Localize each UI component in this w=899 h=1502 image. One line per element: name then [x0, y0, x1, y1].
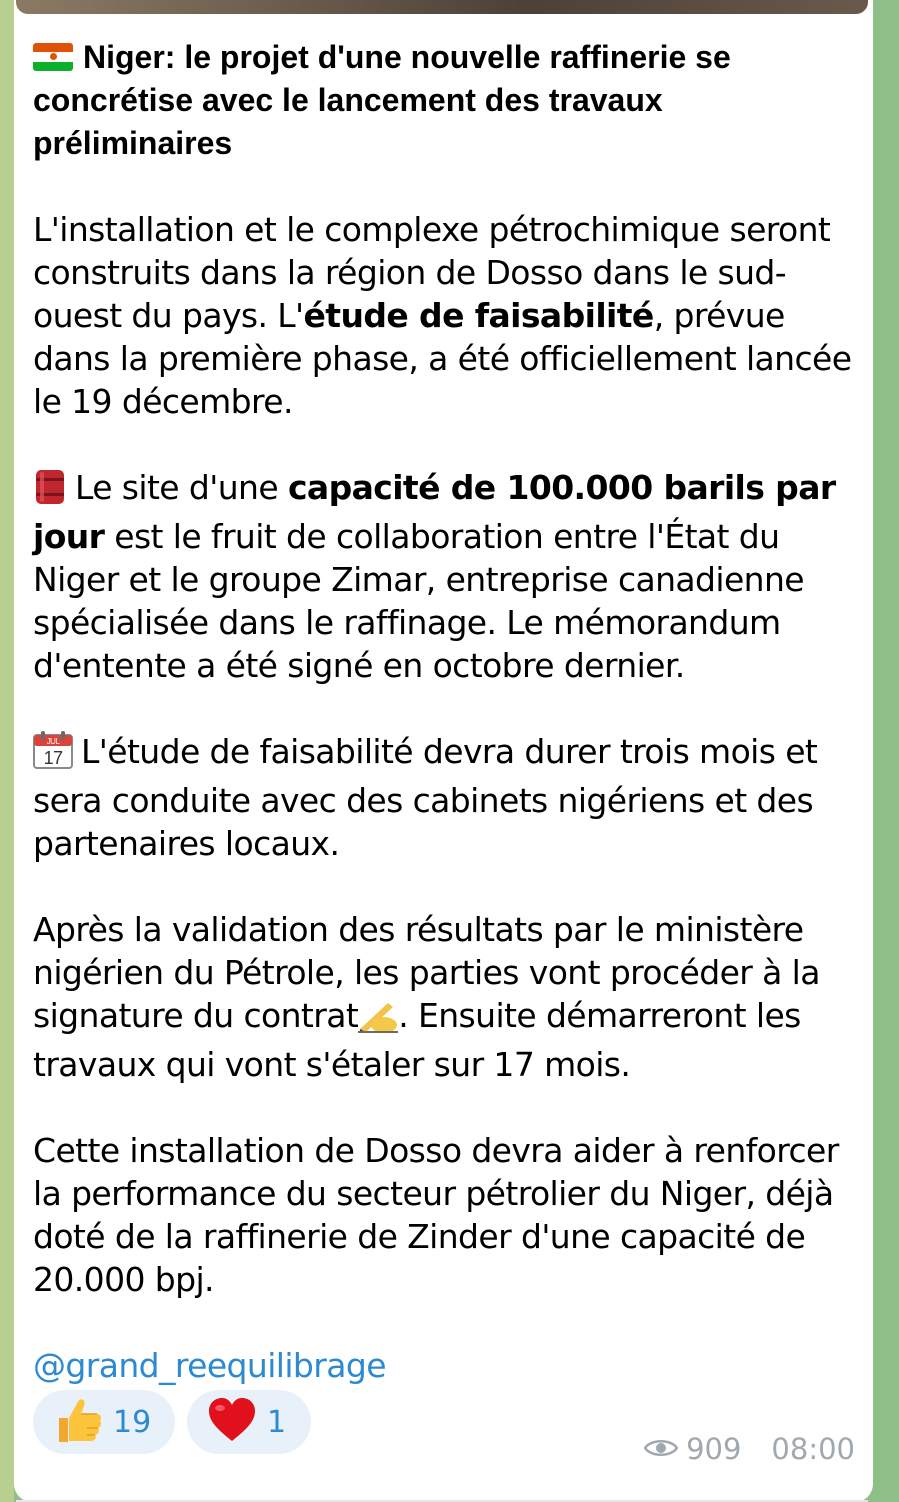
thumbs-up-icon	[53, 1396, 103, 1449]
reaction-count: 19	[113, 1404, 152, 1440]
eye-icon	[644, 1432, 678, 1466]
reaction-thumbs-up[interactable]	[33, 1390, 175, 1454]
message-time: 08:00	[771, 1432, 855, 1466]
oil-barrel-icon	[33, 469, 67, 515]
channel-link-line	[33, 1344, 859, 1387]
paragraph-4: Après la validation des résultats par le ministère nigérien du Pétrole, les parties vont procéder à la signature du contrat . Ensuite démarreront les travaux qui vont s'étaler sur 17 mois.	[33, 910, 820, 1084]
wallpaper-left-edge	[0, 0, 14, 1502]
heart-icon	[207, 1397, 257, 1448]
message-text	[33, 36, 859, 1387]
attached-photo-bottom[interactable]	[16, 0, 868, 14]
wallpaper-right-edge	[871, 0, 899, 1502]
svg-text:17: 17	[43, 748, 63, 768]
reaction-heart[interactable]	[187, 1390, 311, 1454]
calendar-icon	[33, 731, 73, 779]
writing-hand-icon	[358, 999, 398, 1043]
channel-link[interactable]: @grand_reequilibrage	[33, 1346, 386, 1385]
post-title: Niger: le projet d'une nouvelle raffinerie se concrétise avec le lancement des travaux préliminaires	[33, 39, 731, 161]
paragraph-2: Le site d'une capacité de 100.000 barils par jour est le fruit de collaboration entre l'État du Niger et le groupe Zimar, entreprise canadienne spécialisée dans le raffinage. Le mémorandum d'entente a été signé en octobre dernier.	[33, 468, 836, 685]
niger-flag-icon	[33, 43, 73, 71]
svg-text:JUL: JUL	[46, 737, 60, 746]
paragraph-3: JUL 17 L'étude de faisabilité devra durer trois mois et sera conduite avec des cabinets nigériens et des partenaires locaux.	[33, 732, 818, 863]
paragraph-5: Cette installation de Dosso devra aider à renforcer la performance du secteur pétrolier du Niger, déjà doté de la raffinerie de Zinder d'une capacité de 20.000 bpj.	[33, 1131, 839, 1299]
view-count: 909	[686, 1432, 742, 1466]
reactions-bar	[33, 1390, 311, 1454]
message-meta	[644, 1432, 855, 1466]
paragraph-1: L'installation et le complexe pétrochimique seront construits dans la région de Dosso dans le sud-ouest du pays. L'étude de faisabilité, prévue dans la première phase, a été officiellement lancée le 19 décembre.	[33, 210, 852, 421]
reaction-count: 1	[267, 1404, 287, 1440]
